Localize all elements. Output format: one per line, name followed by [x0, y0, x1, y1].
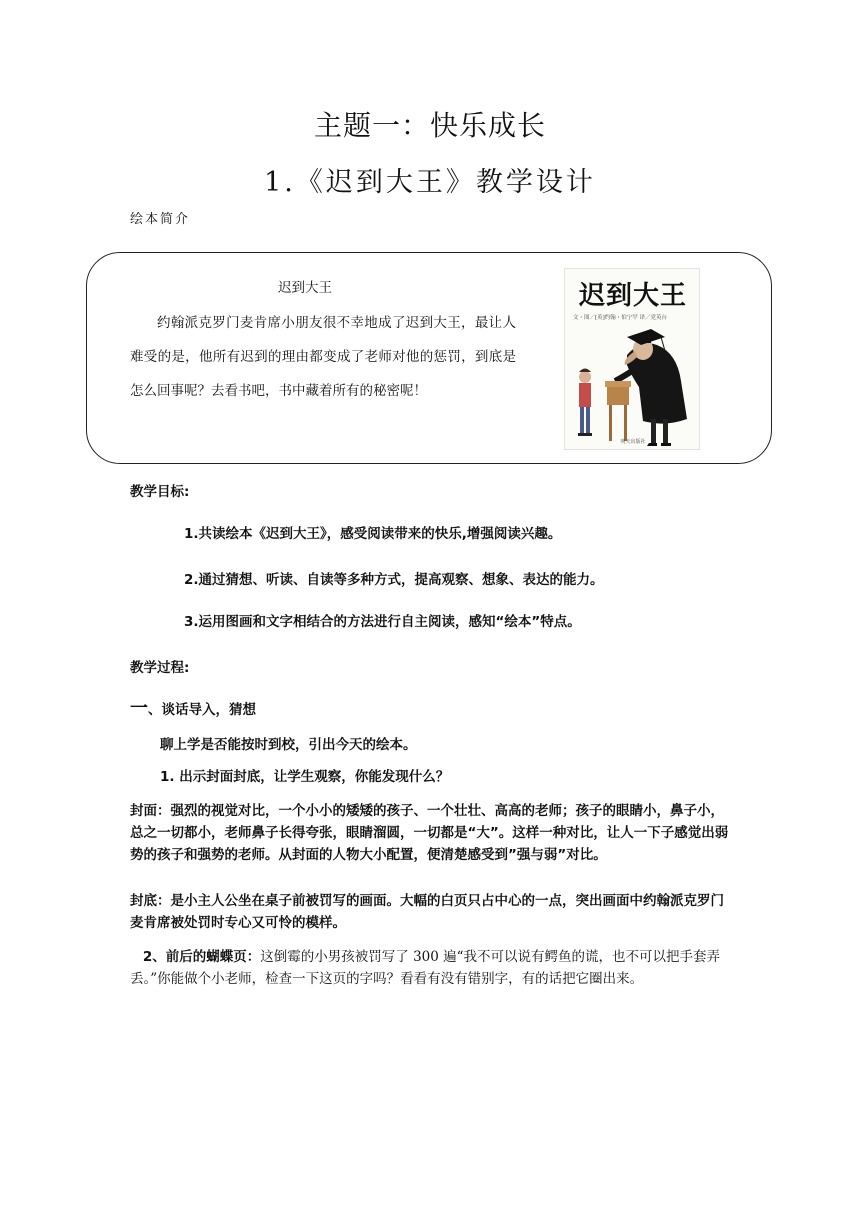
step-lead: 聊上学是否能按时到校，引出今天的绘本。 — [160, 737, 417, 753]
endpaper-paragraph — [130, 946, 730, 990]
theme-title: 主题一：快乐成长 — [313, 109, 546, 142]
cover-credit: 文・图／[英]约翰・伯宁罕 译／党英台 — [573, 315, 668, 321]
sub-step: 1. 出示封面封底，让学生观察，你能发现什么？ — [160, 769, 450, 785]
endpaper-text: 这倒霉的小男孩被罚写了 300 遍“我不可以说有鳄鱼的谎，也不可以把手套弄丢。”你能做个小老师，检查一下这页的字吗？看看有没有错别字，有的话把它圈出来。 — [130, 949, 721, 987]
endpaper-label: 2、前后的蝴蝶页： — [142, 949, 261, 965]
goals-heading: 教学目标: — [130, 484, 190, 500]
step-heading — [130, 694, 256, 720]
lesson-title: 1.《迟到大王》教学设计 — [264, 167, 596, 198]
step-title: 、谈话导入，猜想 — [148, 702, 256, 718]
goal-item: 1.共读绘本《迟到大王》，感受阅读带来的快乐,增强阅读兴趣。 — [184, 526, 562, 542]
book-title: 迟到大王 — [278, 280, 332, 296]
back-cover-analysis: 封底：是小主人公坐在桌子前被罚写的画面。大幅的白页只占中心的一点，突出画面中约翰派克罗门麦肯席被处罚时专心又可怜的模样。 — [130, 893, 724, 931]
process-heading: 教学过程: — [130, 660, 190, 676]
step-number: 一 — [130, 698, 148, 719]
cover-title: 迟到大王 — [578, 281, 687, 311]
cover-publisher: 明天出版社 — [620, 439, 646, 445]
goal-item: 2.通过猜想、听读、自读等多种方式，提高观察、想象、表达的能力。 — [184, 572, 604, 588]
intro-label: 绘本简介 — [130, 212, 191, 227]
book-summary: 约翰派克罗门麦肯席小朋友很不幸地成了迟到大王，最让人难受的是，他所有迟到的理由都变成了老师对他的惩罚，到底是怎么回事呢？去看书吧，书中藏着所有的秘密呢！ — [130, 315, 516, 399]
goal-item: 3.运用图画和文字相结合的方法进行自主阅读，感知“绘本”特点。 — [184, 614, 581, 630]
front-cover-analysis: 封面：强烈的视觉对比，一个小小的矮矮的孩子、一个壮壮、高高的老师；孩子的眼睛小，鼻子小，总之一切都小，老师鼻子长得夸张，眼睛溜圆，一切都是“大”。这样一种对比，让人一下子感觉出弱势的孩子和强势的老师。从封面的人物大小配置，便清楚感受到”强与弱”对比。 — [130, 803, 729, 863]
book-cover-image — [564, 268, 700, 450]
